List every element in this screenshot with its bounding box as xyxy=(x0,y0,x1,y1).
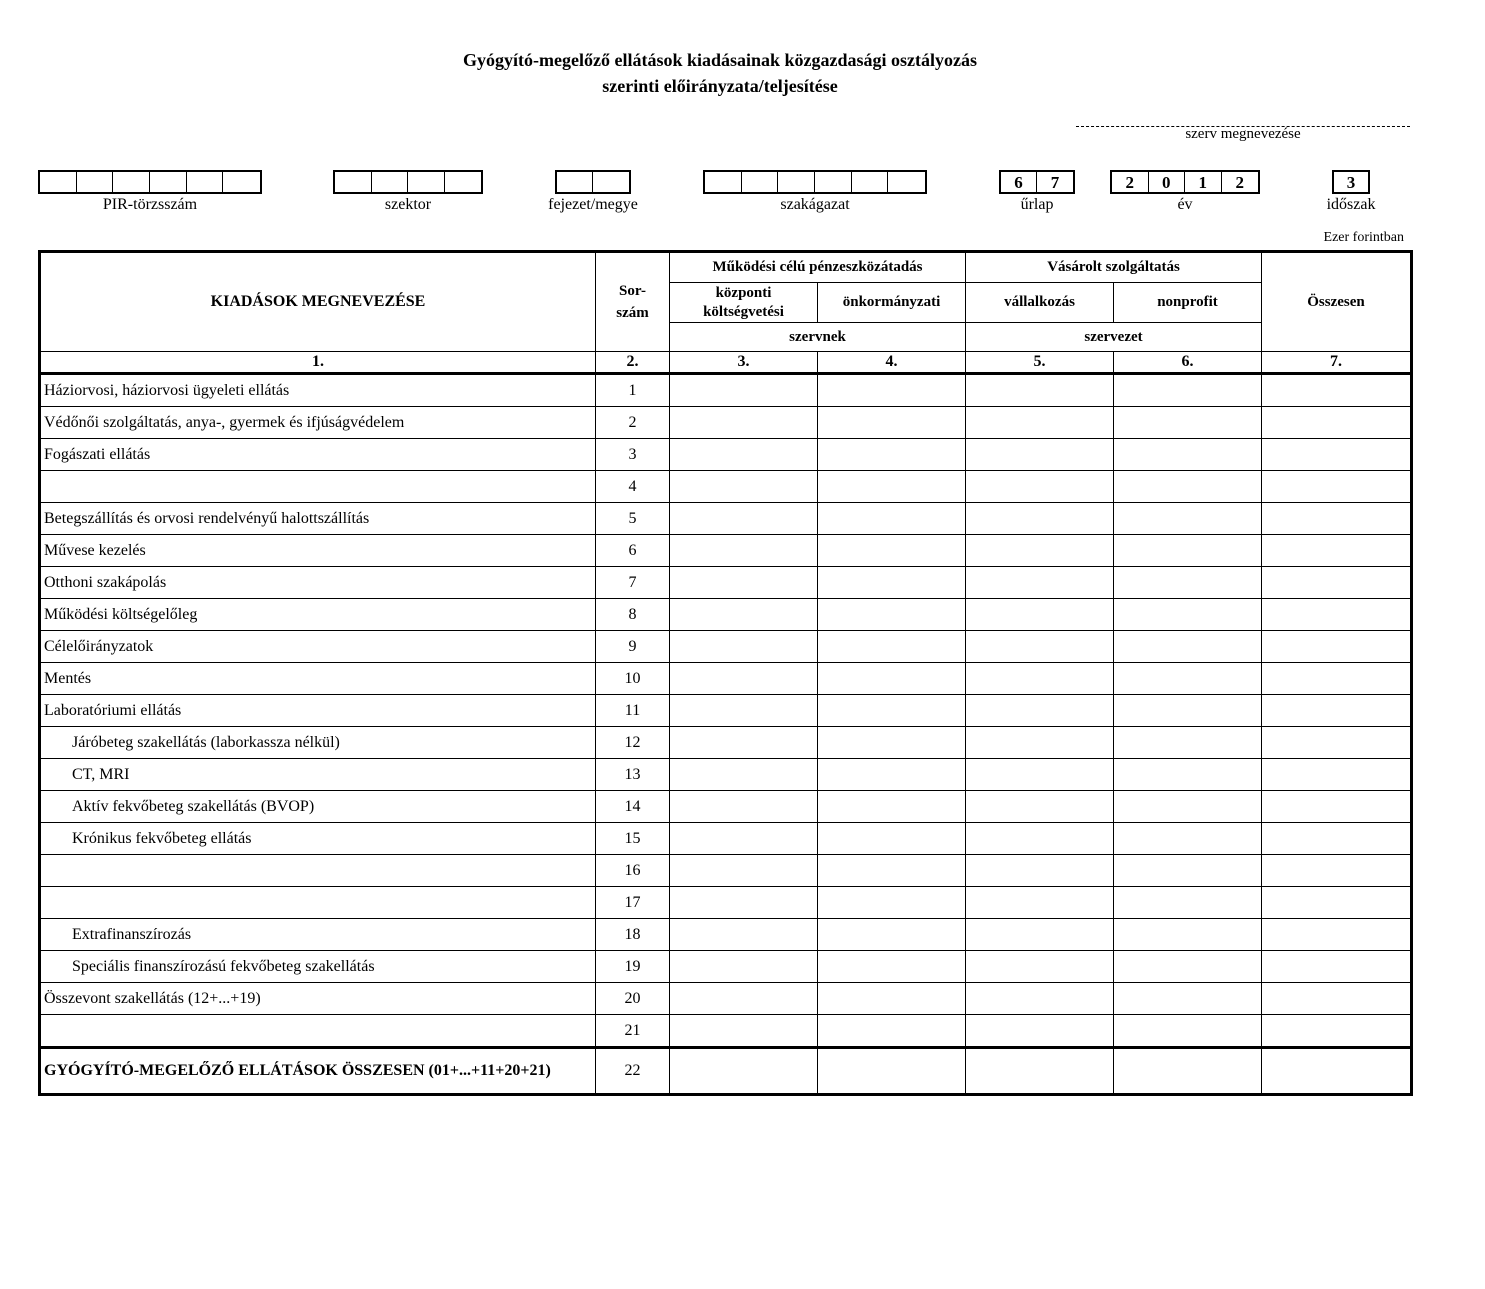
amount-input-cell[interactable] xyxy=(818,663,966,695)
amount-input-cell[interactable] xyxy=(818,503,966,535)
amount-input-cell[interactable] xyxy=(966,407,1114,439)
code-label: szektor xyxy=(384,196,432,213)
code-cell[interactable]: 0 xyxy=(1149,172,1186,192)
row-number: 18 xyxy=(596,919,670,951)
column-number: 1. xyxy=(40,352,596,374)
amount-input-cell[interactable] xyxy=(818,631,966,663)
expenditure-name: Speciális finanszírozású fekvőbeteg szakellátás xyxy=(40,951,596,983)
expenditure-name: CT, MRI xyxy=(40,759,596,791)
header-row-number: Sor- szám xyxy=(596,252,670,352)
amount-input-cell[interactable] xyxy=(966,887,1114,919)
amount-input-cell[interactable] xyxy=(670,439,818,471)
row-number: 12 xyxy=(596,727,670,759)
row-number: 21 xyxy=(596,1015,670,1048)
code-cell[interactable] xyxy=(408,172,445,192)
amount-input-cell[interactable] xyxy=(1114,374,1262,407)
header-central-budget: központi költségvetési xyxy=(670,283,818,323)
code-cell[interactable]: 1 xyxy=(1185,172,1222,192)
amount-input-cell[interactable] xyxy=(1262,1048,1412,1095)
amount-input-cell[interactable] xyxy=(1114,631,1262,663)
code-box-0 xyxy=(38,170,262,194)
table-row xyxy=(40,631,1412,663)
expenditure-name: Művese kezelés xyxy=(40,535,596,567)
amount-input-cell[interactable] xyxy=(966,1015,1114,1048)
amount-input-cell[interactable] xyxy=(818,695,966,727)
code-box-4 xyxy=(999,170,1075,194)
code-label: időszak xyxy=(1326,196,1376,213)
amount-input-cell[interactable] xyxy=(1114,1015,1262,1048)
column-number: 3. xyxy=(670,352,818,374)
amount-input-cell[interactable] xyxy=(1262,503,1412,535)
table-row xyxy=(40,535,1412,567)
amount-input-cell[interactable] xyxy=(1114,791,1262,823)
amount-input-cell[interactable] xyxy=(1262,727,1412,759)
table-row xyxy=(40,919,1412,951)
amount-input-cell[interactable] xyxy=(966,567,1114,599)
expenditure-name: Extrafinanszírozás xyxy=(40,919,596,951)
expenditure-name: Betegszállítás és orvosi rendelvényű halottszállítás xyxy=(40,503,596,535)
amount-input-cell[interactable] xyxy=(818,1048,966,1095)
amount-input-cell[interactable] xyxy=(1262,951,1412,983)
table-row xyxy=(40,823,1412,855)
row-number: 15 xyxy=(596,823,670,855)
amount-input-cell[interactable] xyxy=(966,535,1114,567)
expenditure-name: Összevont szakellátás (12+...+19) xyxy=(40,983,596,1015)
amount-input-cell[interactable] xyxy=(818,407,966,439)
amount-input-cell[interactable] xyxy=(670,631,818,663)
amount-input-cell[interactable] xyxy=(670,823,818,855)
form-title-line-2: szerinti előirányzata/teljesítése xyxy=(602,76,838,96)
amount-input-cell[interactable] xyxy=(966,599,1114,631)
table-row xyxy=(40,759,1412,791)
amount-input-cell[interactable] xyxy=(670,471,818,503)
amount-input-cell[interactable] xyxy=(1262,663,1412,695)
amount-input-cell[interactable] xyxy=(1262,567,1412,599)
code-cell[interactable] xyxy=(40,172,77,192)
expenditure-name: Laboratóriumi ellátás xyxy=(40,695,596,727)
amount-input-cell[interactable] xyxy=(1262,439,1412,471)
amount-input-cell[interactable] xyxy=(1262,855,1412,887)
code-label: PIR-törzsszám xyxy=(102,196,198,213)
amount-input-cell[interactable] xyxy=(1114,983,1262,1015)
amount-input-cell[interactable] xyxy=(966,631,1114,663)
table-row xyxy=(40,407,1412,439)
amount-input-cell[interactable] xyxy=(670,855,818,887)
amount-input-cell[interactable] xyxy=(670,695,818,727)
expenditure-name: Fogászati ellátás xyxy=(40,439,596,471)
code-cell[interactable] xyxy=(778,172,815,192)
column-number: 4. xyxy=(818,352,966,374)
column-number: 7. xyxy=(1262,352,1412,374)
amount-input-cell[interactable] xyxy=(670,407,818,439)
code-cell[interactable] xyxy=(705,172,742,192)
code-label: űrlap xyxy=(1020,196,1054,213)
row-number: 10 xyxy=(596,663,670,695)
code-cell[interactable] xyxy=(852,172,889,192)
code-box-1 xyxy=(333,170,483,194)
table-row xyxy=(40,439,1412,471)
amount-input-cell[interactable] xyxy=(1114,855,1262,887)
code-cell[interactable]: 2 xyxy=(1235,173,1244,192)
code-cell[interactable] xyxy=(77,172,114,192)
amount-input-cell[interactable] xyxy=(1114,567,1262,599)
code-cell[interactable] xyxy=(742,172,779,192)
amount-input-cell[interactable] xyxy=(670,567,818,599)
column-number-row xyxy=(40,352,1412,374)
amount-input-cell[interactable] xyxy=(818,951,966,983)
table-row xyxy=(40,951,1412,983)
amount-input-cell[interactable] xyxy=(818,535,966,567)
row-number: 16 xyxy=(596,855,670,887)
code-cell[interactable] xyxy=(372,172,409,192)
row-number: 13 xyxy=(596,759,670,791)
row-number: 4 xyxy=(596,471,670,503)
code-box-3 xyxy=(703,170,927,194)
amount-input-cell[interactable] xyxy=(966,919,1114,951)
expenditure-name: GYÓGYÍTÓ-MEGELŐZŐ ELLÁTÁSOK ÖSSZESEN (01+...+11+20+21) xyxy=(40,1048,596,1095)
expenditure-name: Célelőirányzatok xyxy=(40,631,596,663)
expenditure-name: Otthoni szakápolás xyxy=(40,567,596,599)
expenditure-name: Aktív fekvőbeteg szakellátás (BVOP) xyxy=(40,791,596,823)
code-cell[interactable] xyxy=(335,172,372,192)
amount-input-cell[interactable] xyxy=(1114,919,1262,951)
amount-input-cell[interactable] xyxy=(966,727,1114,759)
amount-input-cell[interactable] xyxy=(1114,599,1262,631)
unit-label: Ezer forintban xyxy=(1323,230,1404,245)
header-group-purchased-services: Vásárolt szolgáltatás xyxy=(966,252,1262,283)
amount-input-cell[interactable] xyxy=(966,823,1114,855)
table-row xyxy=(40,567,1412,599)
amount-input-cell[interactable] xyxy=(670,727,818,759)
amount-input-cell[interactable] xyxy=(1262,759,1412,791)
code-cell[interactable] xyxy=(113,172,150,192)
amount-input-cell[interactable] xyxy=(1262,535,1412,567)
amount-input-cell[interactable] xyxy=(1114,439,1262,471)
header-municipal: önkormányzati xyxy=(818,283,966,323)
table-row xyxy=(40,695,1412,727)
row-number: 11 xyxy=(596,695,670,727)
row-number: 20 xyxy=(596,983,670,1015)
amount-input-cell[interactable] xyxy=(1114,695,1262,727)
code-label: szakágazat xyxy=(780,196,850,213)
column-number: 5. xyxy=(966,352,1114,374)
amount-input-cell[interactable] xyxy=(1114,503,1262,535)
code-box-5 xyxy=(1110,170,1260,194)
amount-input-cell[interactable] xyxy=(818,599,966,631)
amount-input-cell[interactable] xyxy=(1114,535,1262,567)
amount-input-cell[interactable] xyxy=(1114,663,1262,695)
code-cell[interactable] xyxy=(187,172,224,192)
amount-input-cell[interactable] xyxy=(670,983,818,1015)
code-cell[interactable]: 7 xyxy=(1050,173,1060,192)
header-total: Összesen xyxy=(1262,252,1412,352)
column-number: 6. xyxy=(1114,352,1262,374)
table-row xyxy=(40,599,1412,631)
header-enterprise: vállalkozás xyxy=(966,283,1114,323)
amount-input-cell[interactable] xyxy=(1114,759,1262,791)
header-organisation: szervezet xyxy=(966,323,1262,352)
amount-input-cell[interactable] xyxy=(1262,695,1412,727)
table-row xyxy=(40,503,1412,535)
table-row xyxy=(40,663,1412,695)
table-row xyxy=(40,471,1412,503)
row-number: 17 xyxy=(596,887,670,919)
expenditure-name: Mentés xyxy=(40,663,596,695)
amount-input-cell[interactable] xyxy=(818,374,966,407)
expenditure-name: Működési költségelőleg xyxy=(40,599,596,631)
amount-input-cell[interactable] xyxy=(1114,951,1262,983)
header-expenditure-name: KIADÁSOK MEGNEVEZÉSE xyxy=(40,252,596,352)
amount-input-cell[interactable] xyxy=(670,919,818,951)
row-number: 7 xyxy=(596,567,670,599)
expenditure-name xyxy=(40,471,596,503)
row-number: 8 xyxy=(596,599,670,631)
amount-input-cell[interactable] xyxy=(966,663,1114,695)
row-number: 14 xyxy=(596,791,670,823)
amount-input-cell[interactable] xyxy=(1262,1015,1412,1048)
table-row xyxy=(40,1015,1412,1048)
amount-input-cell[interactable] xyxy=(966,791,1114,823)
amount-input-cell[interactable] xyxy=(670,374,818,407)
amount-input-cell[interactable] xyxy=(818,759,966,791)
amount-input-cell[interactable] xyxy=(966,471,1114,503)
row-number: 5 xyxy=(596,503,670,535)
table-row xyxy=(40,855,1412,887)
organization-name-line[interactable] xyxy=(1076,112,1410,127)
code-cell[interactable]: 2 xyxy=(1112,172,1149,192)
amount-input-cell[interactable] xyxy=(818,727,966,759)
amount-input-cell[interactable] xyxy=(966,951,1114,983)
row-number: 19 xyxy=(596,951,670,983)
amount-input-cell[interactable] xyxy=(818,791,966,823)
column-number: 2. xyxy=(596,352,670,374)
amount-input-cell[interactable] xyxy=(670,887,818,919)
code-cell[interactable] xyxy=(223,172,260,192)
amount-input-cell[interactable] xyxy=(1262,919,1412,951)
amount-input-cell[interactable] xyxy=(1262,599,1412,631)
form-title-line-1: Gyógyító-megelőző ellátások kiadásainak közgazdasági osztályozás xyxy=(463,50,977,70)
amount-input-cell[interactable] xyxy=(966,695,1114,727)
expenditure-name: Védőnői szolgáltatás, anya-, gyermek és ifjúságvédelem xyxy=(40,407,596,439)
amount-input-cell[interactable] xyxy=(1262,887,1412,919)
code-cell[interactable] xyxy=(150,172,187,192)
amount-input-cell[interactable] xyxy=(670,1015,818,1048)
amount-input-cell[interactable] xyxy=(670,535,818,567)
amount-input-cell[interactable] xyxy=(1114,887,1262,919)
code-cell[interactable]: 3 xyxy=(1346,173,1356,192)
table-row xyxy=(40,727,1412,759)
amount-input-cell[interactable] xyxy=(818,823,966,855)
amount-input-cell[interactable] xyxy=(670,663,818,695)
amount-input-cell[interactable] xyxy=(818,919,966,951)
code-label: fejezet/megye xyxy=(548,196,638,213)
header-nonprofit: nonprofit xyxy=(1114,283,1262,323)
amount-input-cell[interactable] xyxy=(1262,407,1412,439)
amount-input-cell[interactable] xyxy=(966,439,1114,471)
expenditure-name xyxy=(40,855,596,887)
amount-input-cell[interactable] xyxy=(1262,791,1412,823)
amount-input-cell[interactable] xyxy=(1262,631,1412,663)
amount-input-cell[interactable] xyxy=(1114,407,1262,439)
amount-input-cell[interactable] xyxy=(818,983,966,1015)
row-number: 9 xyxy=(596,631,670,663)
amount-input-cell[interactable] xyxy=(670,1048,818,1095)
amount-input-cell[interactable] xyxy=(1262,471,1412,503)
row-number: 2 xyxy=(596,407,670,439)
organization-name-label: szerv megnevezése xyxy=(1185,126,1301,142)
amount-input-cell[interactable] xyxy=(966,759,1114,791)
amount-input-cell[interactable] xyxy=(670,503,818,535)
header-group-operating-transfer: Működési célú pénzeszközátadás xyxy=(670,252,966,283)
header-organs: szervnek xyxy=(670,323,966,352)
code-cell[interactable]: 6 xyxy=(1001,172,1037,192)
amount-input-cell[interactable] xyxy=(1262,983,1412,1015)
expenditure-name xyxy=(40,887,596,919)
code-box-2 xyxy=(555,170,631,194)
table-row xyxy=(40,983,1412,1015)
table-row xyxy=(40,887,1412,919)
code-label: év xyxy=(1177,196,1193,213)
amount-input-cell[interactable] xyxy=(818,1015,966,1048)
amount-input-cell[interactable] xyxy=(966,855,1114,887)
amount-input-cell[interactable] xyxy=(670,599,818,631)
total-row xyxy=(40,1048,1412,1095)
amount-input-cell[interactable] xyxy=(818,471,966,503)
code-cell[interactable] xyxy=(445,172,481,192)
amount-input-cell[interactable] xyxy=(818,439,966,471)
amount-input-cell[interactable] xyxy=(1114,823,1262,855)
amount-input-cell[interactable] xyxy=(1262,374,1412,407)
table-row xyxy=(40,791,1412,823)
code-box-6 xyxy=(1332,170,1370,194)
table-row xyxy=(40,374,1412,407)
row-number: 3 xyxy=(596,439,670,471)
amount-input-cell[interactable] xyxy=(670,951,818,983)
amount-input-cell[interactable] xyxy=(1114,1048,1262,1095)
expenditure-name xyxy=(40,1015,596,1048)
code-cell[interactable] xyxy=(815,172,852,192)
expenditure-name: Krónikus fekvőbeteg ellátás xyxy=(40,823,596,855)
amount-input-cell[interactable] xyxy=(966,374,1114,407)
amount-input-cell[interactable] xyxy=(670,791,818,823)
expenditure-table xyxy=(38,250,1413,1096)
amount-input-cell[interactable] xyxy=(1114,727,1262,759)
amount-input-cell[interactable] xyxy=(818,567,966,599)
row-number: 1 xyxy=(596,374,670,407)
amount-input-cell[interactable] xyxy=(818,887,966,919)
expenditure-name: Háziorvosi, háziorvosi ügyeleti ellátás xyxy=(40,374,596,407)
amount-input-cell[interactable] xyxy=(1262,823,1412,855)
expenditure-name: Járóbeteg szakellátás (laborkassza nélkül) xyxy=(40,727,596,759)
amount-input-cell[interactable] xyxy=(818,855,966,887)
amount-input-cell[interactable] xyxy=(966,983,1114,1015)
amount-input-cell[interactable] xyxy=(1114,471,1262,503)
amount-input-cell[interactable] xyxy=(670,759,818,791)
code-cell[interactable] xyxy=(888,172,925,192)
row-number: 6 xyxy=(596,535,670,567)
row-number: 22 xyxy=(596,1048,670,1095)
amount-input-cell[interactable] xyxy=(966,1048,1114,1095)
code-cell[interactable] xyxy=(557,172,593,192)
code-cell[interactable] xyxy=(593,172,629,192)
amount-input-cell[interactable] xyxy=(966,503,1114,535)
